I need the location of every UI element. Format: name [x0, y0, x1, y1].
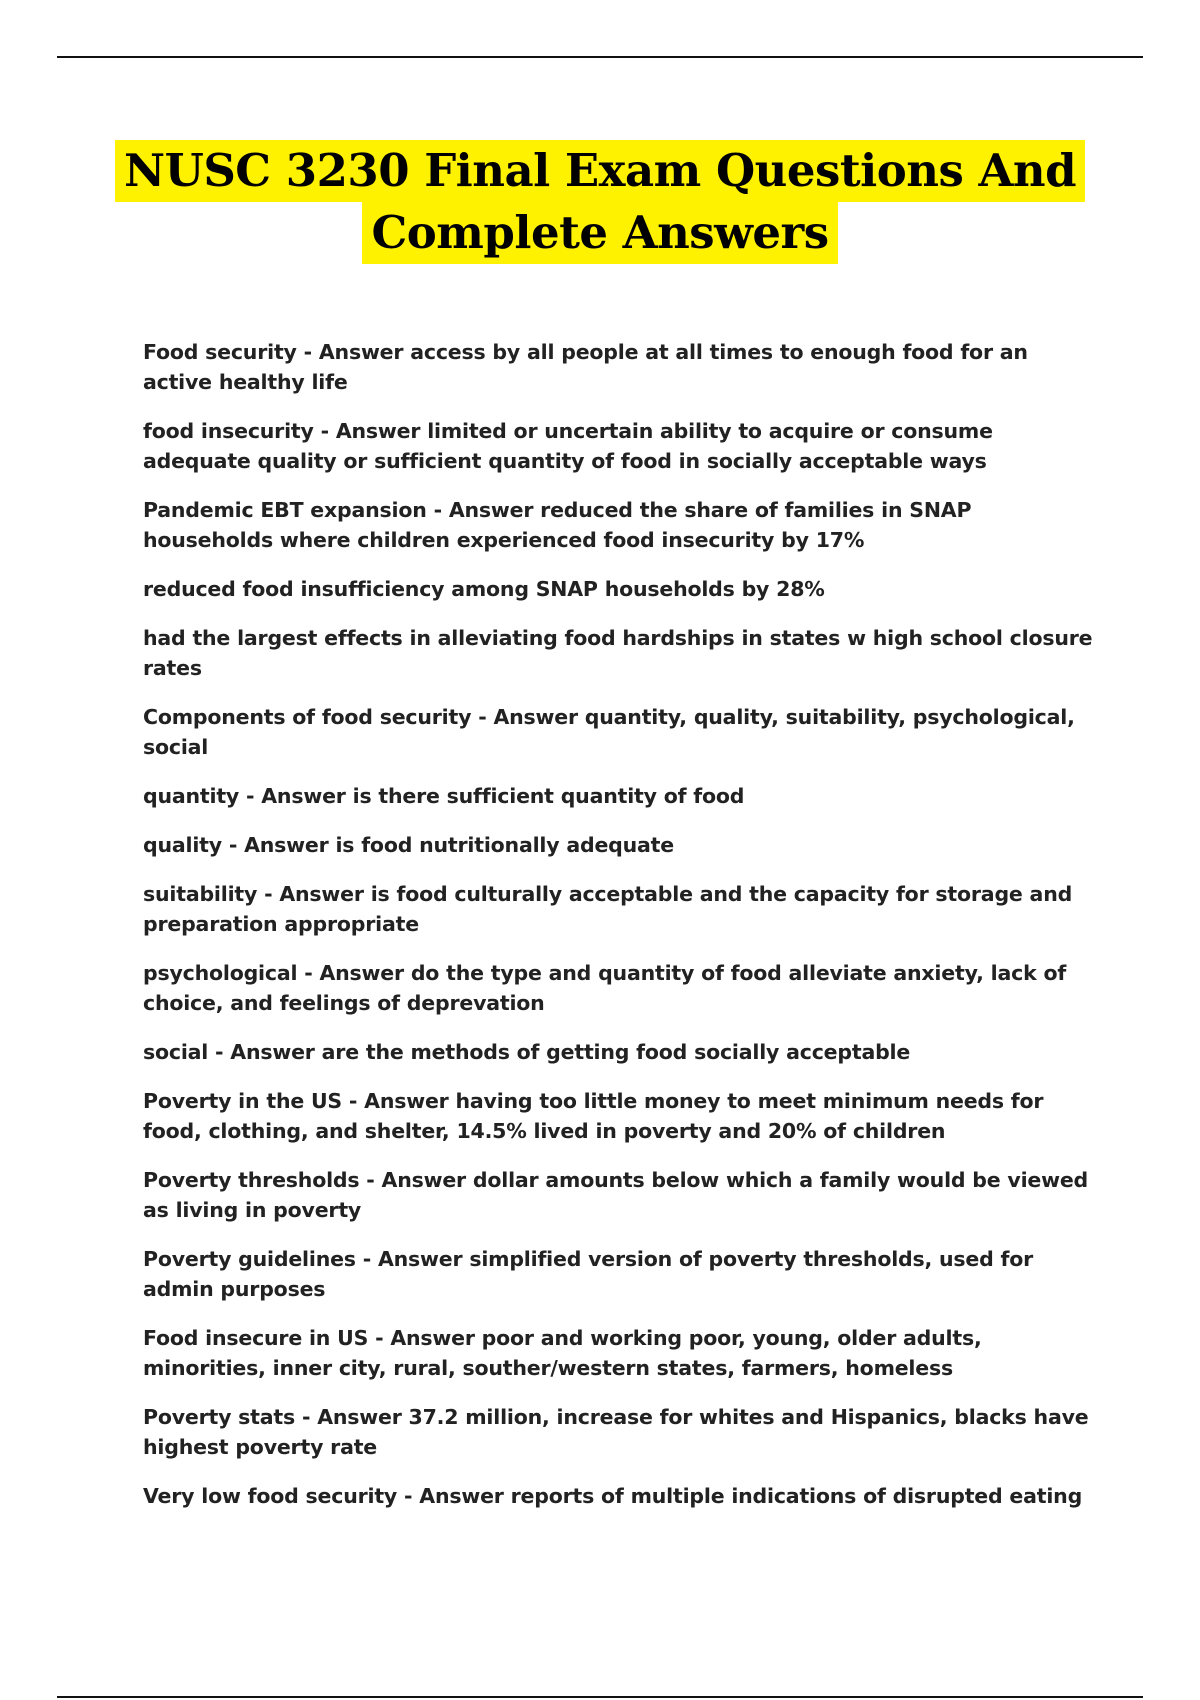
bottom-rule	[57, 1696, 1143, 1698]
qa-entry: food insecurity - Answer limited or uncertain ability to acquire or consume adequate quality or sufficient quantity of food in socially acceptable ways	[143, 419, 993, 473]
top-rule	[57, 56, 1143, 58]
qa-entry: quantity - Answer is there sufficient quantity of food	[143, 784, 745, 808]
qa-entry: Components of food security - Answer quantity, quality, suitability, psychological, social	[143, 705, 1075, 759]
document-title	[57, 140, 1143, 264]
qa-entry: suitability - Answer is food culturally acceptable and the capacity for storage and preparation appropriate	[143, 882, 1073, 936]
qa-entry: Poverty guidelines - Answer simplified version of poverty thresholds, used for admin purposes	[143, 1247, 1034, 1301]
qa-entry: Food security - Answer access by all people at all times to enough food for an active healthy life	[143, 340, 1028, 394]
qa-list	[143, 337, 1103, 1530]
qa-entry: social - Answer are the methods of getting food socially acceptable	[143, 1040, 911, 1064]
title-line-1: NUSC 3230 Final Exam Questions And	[115, 140, 1085, 202]
title-line-2: Complete Answers	[362, 202, 837, 264]
qa-entry: quality - Answer is food nutritionally adequate	[143, 833, 674, 857]
qa-entry: had the largest effects in alleviating food hardships in states w high school closure rates	[143, 626, 1093, 680]
qa-entry: Poverty in the US - Answer having too little money to meet minimum needs for food, clothing, and shelter, 14.5% lived in poverty and 20% of children	[143, 1089, 1044, 1143]
qa-entry: Poverty thresholds - Answer dollar amounts below which a family would be viewed as living in poverty	[143, 1168, 1089, 1222]
qa-entry: Pandemic EBT expansion - Answer reduced the share of families in SNAP households where children experienced food insecurity by 17%	[143, 498, 972, 552]
qa-entry: Very low food security - Answer reports of multiple indications of disrupted eating	[143, 1484, 1083, 1508]
qa-entry: Poverty stats - Answer 37.2 million, increase for whites and Hispanics, blacks have highest poverty rate	[143, 1405, 1089, 1459]
qa-entry: reduced food insufficiency among SNAP households by 28%	[143, 577, 825, 601]
qa-entry: psychological - Answer do the type and quantity of food alleviate anxiety, lack of choice, and feelings of deprevation	[143, 961, 1067, 1015]
qa-entry: Food insecure in US - Answer poor and working poor, young, older adults, minorities, inner city, rural, souther/western states, farmers, homeless	[143, 1326, 982, 1380]
